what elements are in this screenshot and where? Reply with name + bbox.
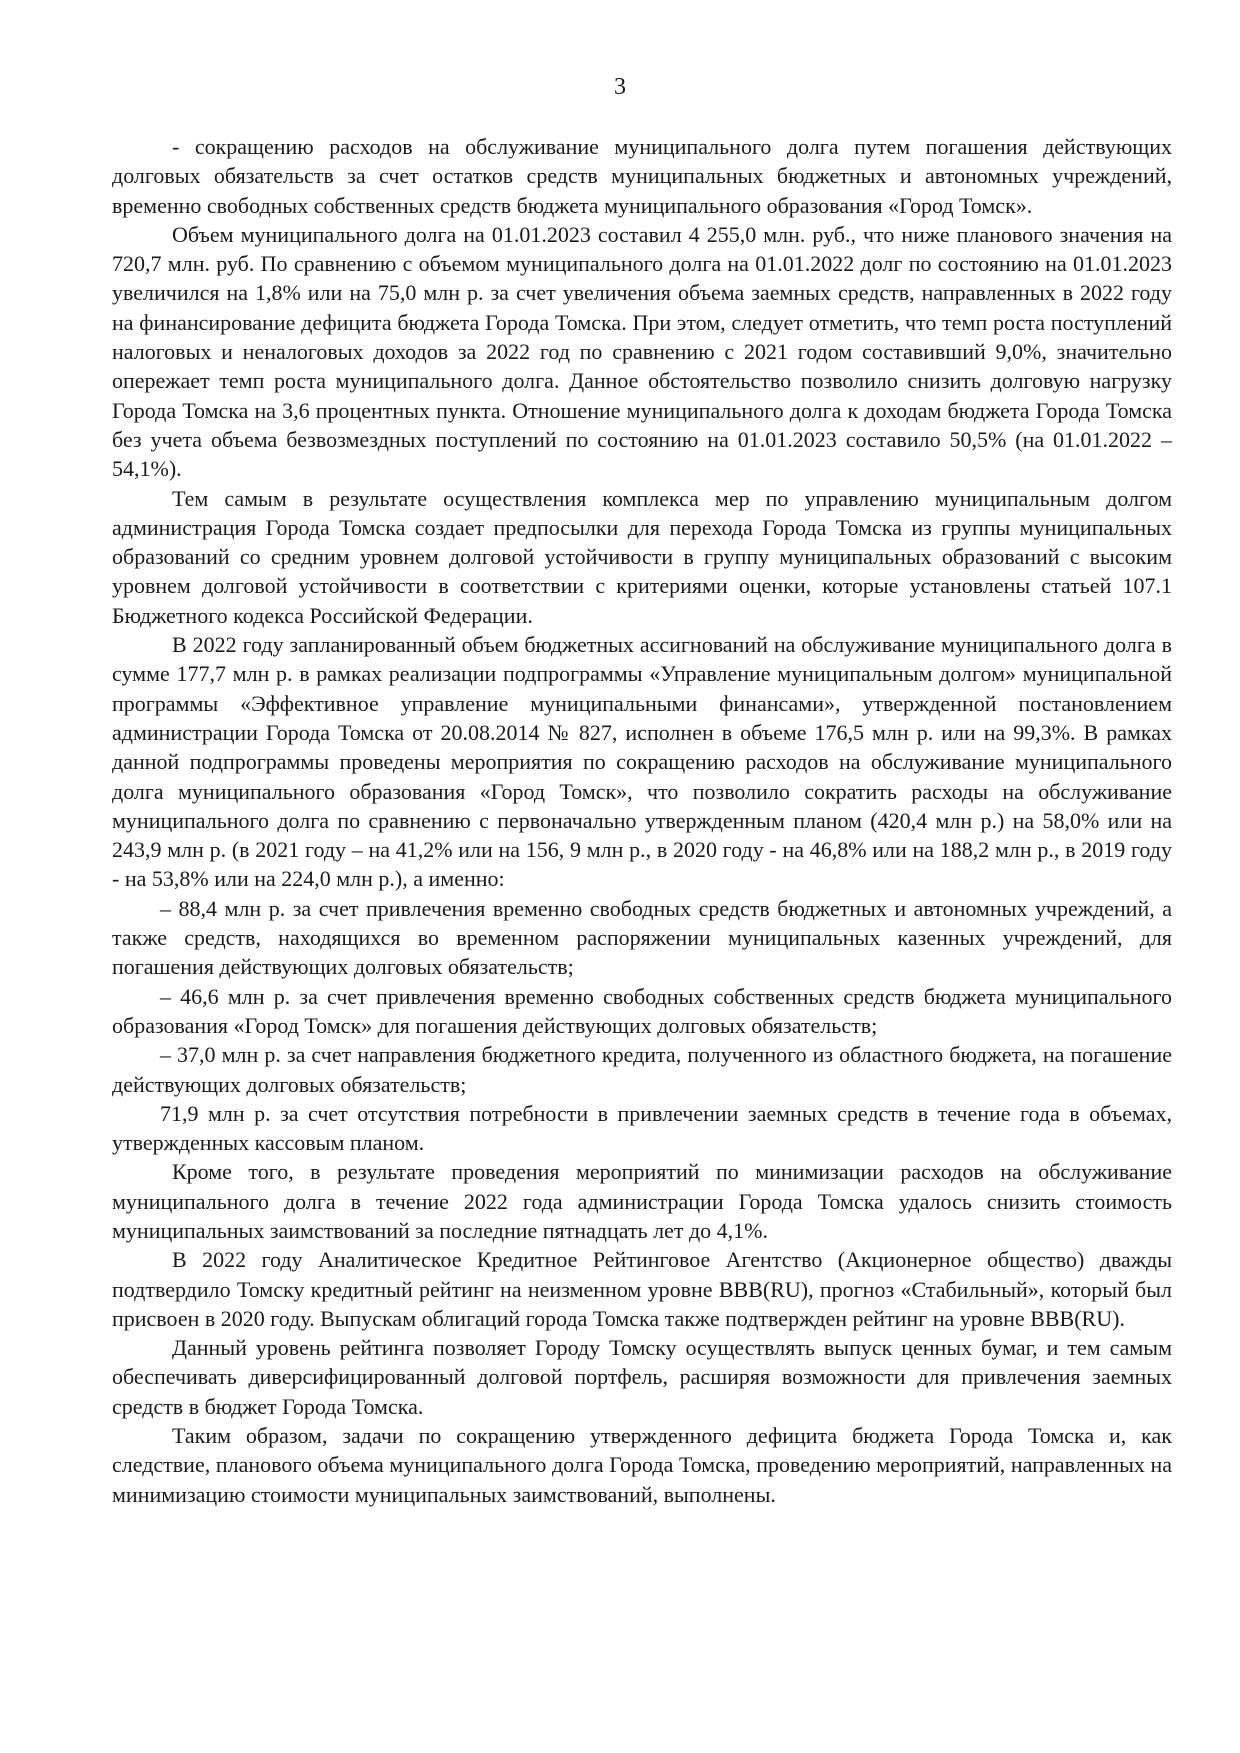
paragraph-conclusion: Таким образом, задачи по сокращению утвержденного дефицита бюджета Города Томска и, как следствие, планового объема муниципального долга Города Томска, проведению мероприятий, направленных на минимизацию стоимости муниципальных заимствований, выполнены. [112,1423,1172,1507]
list-item-budget-institutions: – 88,4 млн р. за счет привлечения временно свободных средств бюджетных и автономных учреждений, а также средств, находящихся во временном распоряжении муниципальных казенных учреждений, для погашения действующих долговых обязательств; [112,895,1172,980]
paragraph-rating-benefits: Данный уровень рейтинга позволяет Городу Томску осуществлять выпуск ценных бумаг, и тем самым обеспечивать диверсифицированный долговой портфель, расширяя возможности для привлечения заемных средств в бюджет Города Томска. [112,1335,1172,1419]
list-item-borrowing-need: 71,9 млн р. за счет отсутствия потребности в привлечении заемных средств в течение года в объемах, утвержденных кассовым планом. [112,1100,1172,1156]
document-body [112,132,1172,1509]
list-item-budget-credit: – 37,0 млн р. за счет направления бюджетного кредита, полученного из областного бюджета, на погашение действующих долговых обязательств; [112,1042,1172,1097]
paragraph-credit-rating: В 2022 году Аналитическое Кредитное Рейтинговое Агентство (Акционерное общество) дважды подтвердило Томску кредитный рейтинг на неизменном уровне BBB(RU), прогноз «Стабильный», который был присвоен в 2020 году. Выпускам облигаций города Томска также подтвержден рейтинг на уровне BBB(RU). [112,1247,1172,1331]
list-item-own-funds: – 46,6 млн р. за счет привлечения временно свободных собственных средств бюджета муниципального образования «Город Томск» для погашения действующих долговых обязательств; [112,983,1172,1038]
paragraph-debt-service-reduction: - сокращению расходов на обслуживание муниципального долга путем погашения действующих долговых обязательств за счет остатков средств муниципальных бюджетных и автономных учреждений, временно свободных собственных средств бюджета муниципального образования «Город Томск». [112,134,1172,218]
paragraph-borrowing-cost: Кроме того, в результате проведения мероприятий по минимизации расходов на обслуживание муниципального долга в течение 2022 года администрации Города Томска удалось снизить стоимость муниципальных заимствований за последние пятнадцать лет до 4,1%. [112,1159,1172,1243]
paragraph-debt-stability: Тем самым в результате осуществления комплекса мер по управлению муниципальным долгом администрация Города Томска создает предпосылки для перехода Города Томска из группы муниципальных образований со средним уровнем долговой устойчивости в группу муниципальных образований с высоким уровнем долговой устойчивости в соответствии с критериями оценки, которые установлены статьей 107.1 Бюджетного кодекса Российской Федерации. [112,485,1172,628]
paragraph-debt-volume: Объем муниципального долга на 01.01.2023 составил 4 255,0 млн. руб., что ниже планового значения на 720,7 млн. руб. По сравнению с объемом муниципального долга на 01.01.2022 долг по состоянию на 01.01.2023 увеличился на 1,8% или на 75,0 млн р. за счет увеличения объема заемных средств, направленных в 2022 году на финансирование дефицита бюджета Города Томска. При этом, следует отметить, что темп роста поступлений налоговых и неналоговых доходов за 2022 год по сравнению с 2021 годом составивший 9,0%, значительно опережает темп роста муниципального долга. Данное обстоятельство позволило снизить долговую нагрузку Города Томска на 3,6 процентных пункта. Отношение муниципального долга к доходам бюджета Города Томска без учета объема безвозмездных поступлений по состоянию на 01.01.2023 составило 50,5% (на 01.01.2022 – 54,1%). [112,221,1172,482]
page-number: 3 [614,74,626,100]
paragraph-budget-allocations: В 2022 году запланированный объем бюджетных ассигнований на обслуживание муниципального долга в сумме 177,7 млн р. в рамках реализации подпрограммы «Управление муниципальным долгом» муниципальной программы «Эффективное управление муниципальными финансами», утвержденной постановлением администрации Города Томска от 20.08.2014 № 827, исполнен в объеме 176,5 млн р. или на 99,3%. В рамках данной подпрограммы проведены мероприятия по сокращению расходов на обслуживание муниципального долга муниципального образования «Город Томск», что позволило сократить расходы на обслуживание муниципального долга по сравнению с первоначально утвержденным планом (420,4 млн р.) на 58,0% или на 243,9 млн р. (в 2021 году – на 41,2% или на 156, 9 млн р., в 2020 году - на 46,8% или на 188,2 млн р., в 2019 году - на 53,8% или на 224,0 млн р.), а именно: [112,632,1172,892]
